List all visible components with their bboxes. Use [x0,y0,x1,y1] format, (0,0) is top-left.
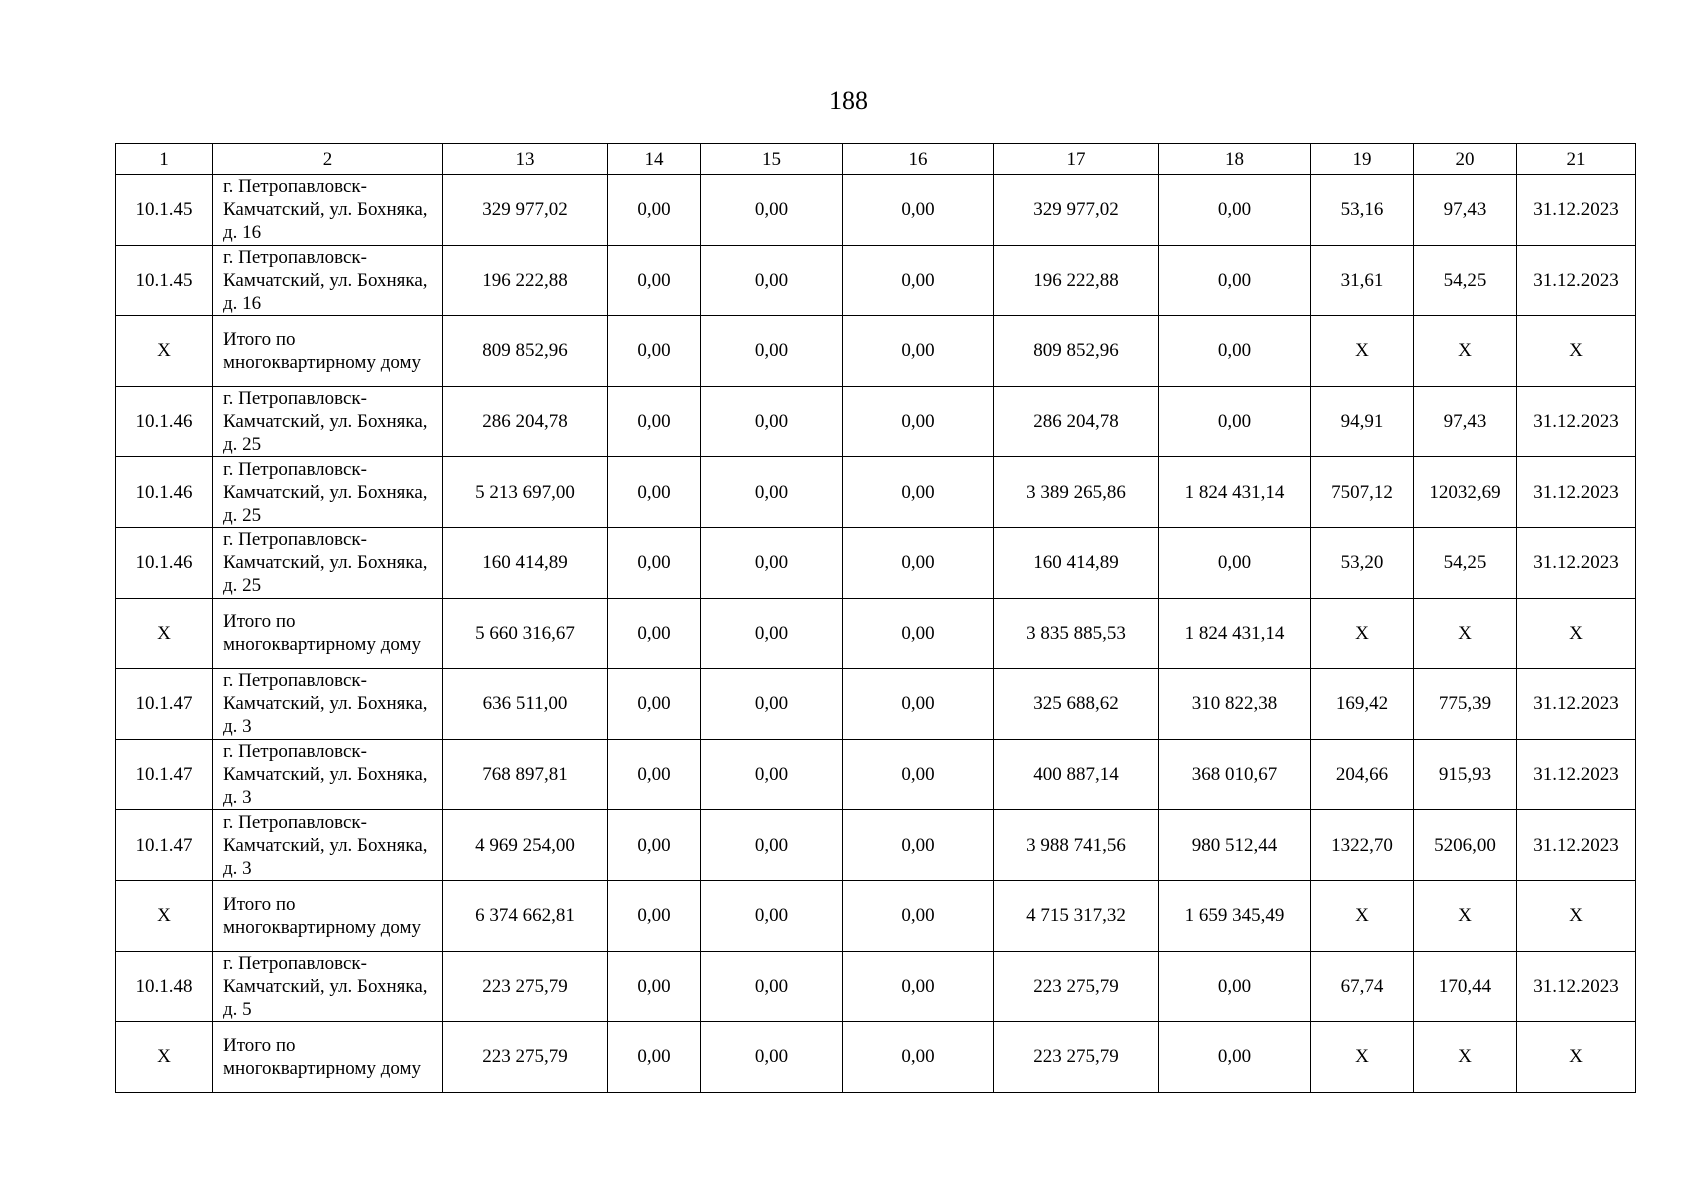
table-cell: 223 275,79 [443,1022,608,1093]
table-cell: 31.12.2023 [1517,245,1636,316]
table-row [116,457,1636,528]
table-cell: X [1517,880,1636,951]
table-cell: 0,00 [701,951,843,1022]
table-cell: 204,66 [1311,739,1414,810]
table-row [116,527,1636,598]
table-cell: 31.12.2023 [1517,951,1636,1022]
table-cell: 0,00 [1159,316,1311,387]
table-cell: X [1517,316,1636,387]
table-cell: 0,00 [1159,527,1311,598]
table-cell: X [1311,1022,1414,1093]
table-cell: 31.12.2023 [1517,386,1636,457]
table-cell: 809 852,96 [443,316,608,387]
table-cell: 31.12.2023 [1517,810,1636,881]
table-cell: 0,00 [843,316,994,387]
page-number: 188 [829,86,868,115]
address-cell: Итого по многоквартирному дому [213,316,443,387]
table-cell: 4 969 254,00 [443,810,608,881]
address-cell: г. Петропавловск-Камчатский, ул. Бохняка, д. 16 [213,245,443,316]
table-cell: 329 977,02 [994,175,1159,246]
address-cell: Итого по многоквартирному дому [213,598,443,669]
table-cell: 0,00 [701,598,843,669]
table-cell: 97,43 [1414,175,1517,246]
table-cell: 0,00 [843,880,994,951]
table-cell: X [1311,316,1414,387]
table-cell: 0,00 [1159,951,1311,1022]
table-cell: 10.1.45 [116,175,213,246]
table-cell: 1 824 431,14 [1159,457,1311,528]
table-cell: X [116,316,213,387]
table-cell: 0,00 [843,1022,994,1093]
table-cell: 10.1.47 [116,810,213,881]
table-cell: 325 688,62 [994,669,1159,740]
table-cell: 0,00 [608,739,701,810]
table-row [116,880,1636,951]
table-cell: 31.12.2023 [1517,175,1636,246]
table-cell: 286 204,78 [994,386,1159,457]
table-row [116,386,1636,457]
column-header: 14 [608,144,701,175]
table-cell: 5 660 316,67 [443,598,608,669]
table-cell: 0,00 [608,316,701,387]
table-cell: 10.1.46 [116,527,213,598]
address-cell: Итого по многоквартирному дому [213,880,443,951]
table-cell: 31,61 [1311,245,1414,316]
header-row [116,144,1636,175]
table-cell: 54,25 [1414,245,1517,316]
table-cell: 31.12.2023 [1517,669,1636,740]
address-cell: г. Петропавловск-Камчатский, ул. Бохняка, д. 3 [213,669,443,740]
table-cell: 0,00 [843,810,994,881]
table-cell: X [116,598,213,669]
address-cell: г. Петропавловск-Камчатский, ул. Бохняка, д. 3 [213,739,443,810]
table-cell: 1322,70 [1311,810,1414,881]
table-cell: 0,00 [1159,386,1311,457]
address-cell: Итого по многоквартирному дому [213,1022,443,1093]
table-row [116,739,1636,810]
column-header: 17 [994,144,1159,175]
table-cell: 10.1.46 [116,457,213,528]
table-cell: X [1311,880,1414,951]
table-cell: 0,00 [608,386,701,457]
table-body [116,175,1636,1093]
table-cell: 94,91 [1311,386,1414,457]
table-cell: 10.1.47 [116,669,213,740]
column-header: 1 [116,144,213,175]
table-cell: 0,00 [608,880,701,951]
column-header: 13 [443,144,608,175]
table-row [116,810,1636,881]
table-cell: 3 389 265,86 [994,457,1159,528]
table-row [116,245,1636,316]
table-cell: 31.12.2023 [1517,527,1636,598]
address-cell: г. Петропавловск-Камчатский, ул. Бохняка, д. 3 [213,810,443,881]
table-cell: 0,00 [701,175,843,246]
table-cell: 5 213 697,00 [443,457,608,528]
table-cell: 0,00 [608,457,701,528]
table-cell: 7507,12 [1311,457,1414,528]
column-header: 18 [1159,144,1311,175]
table-cell: 6 374 662,81 [443,880,608,951]
table-cell: 31.12.2023 [1517,457,1636,528]
table-cell: X [1517,1022,1636,1093]
table-row [116,175,1636,246]
table-cell: 0,00 [843,598,994,669]
table-cell: 0,00 [608,810,701,881]
table-cell: 809 852,96 [994,316,1159,387]
table-cell: X [1414,880,1517,951]
table-cell: 0,00 [701,739,843,810]
table-cell: 4 715 317,32 [994,880,1159,951]
table-cell: 12032,69 [1414,457,1517,528]
table-cell: 286 204,78 [443,386,608,457]
table-cell: X [1414,316,1517,387]
table-cell: 0,00 [608,245,701,316]
table-cell: 636 511,00 [443,669,608,740]
table-cell: 0,00 [608,598,701,669]
table-cell: 0,00 [701,457,843,528]
table-cell: 1 824 431,14 [1159,598,1311,669]
table-cell: 0,00 [1159,245,1311,316]
table-cell: 169,42 [1311,669,1414,740]
table-cell: 160 414,89 [443,527,608,598]
table-cell: 0,00 [1159,175,1311,246]
table-cell: 31.12.2023 [1517,739,1636,810]
table-cell: 1 659 345,49 [1159,880,1311,951]
table-cell: 0,00 [608,527,701,598]
table-cell: 67,74 [1311,951,1414,1022]
column-header: 20 [1414,144,1517,175]
table-cell: 0,00 [608,175,701,246]
table-cell: 223 275,79 [994,951,1159,1022]
table-cell: 0,00 [701,245,843,316]
table-cell: 0,00 [608,1022,701,1093]
table-cell: 0,00 [843,669,994,740]
table-cell: 196 222,88 [994,245,1159,316]
table-cell: 170,44 [1414,951,1517,1022]
table-cell: 0,00 [701,880,843,951]
table-cell: 0,00 [843,175,994,246]
table-row [116,316,1636,387]
table-cell: 10.1.47 [116,739,213,810]
table-cell: 310 822,38 [1159,669,1311,740]
table-cell: 368 010,67 [1159,739,1311,810]
table-cell: 196 222,88 [443,245,608,316]
table-cell: 400 887,14 [994,739,1159,810]
table-cell: 223 275,79 [443,951,608,1022]
table-cell: 768 897,81 [443,739,608,810]
column-header: 21 [1517,144,1636,175]
table-cell: 5206,00 [1414,810,1517,881]
table-cell: 10.1.46 [116,386,213,457]
table-cell: 0,00 [843,527,994,598]
column-header: 16 [843,144,994,175]
table-cell: 0,00 [701,316,843,387]
address-cell: г. Петропавловск-Камчатский, ул. Бохняка, д. 5 [213,951,443,1022]
table-cell: 53,16 [1311,175,1414,246]
column-header: 2 [213,144,443,175]
table-cell: 915,93 [1414,739,1517,810]
table-cell: 54,25 [1414,527,1517,598]
table-cell: 0,00 [701,669,843,740]
table-cell: 10.1.48 [116,951,213,1022]
table-row [116,1022,1636,1093]
table-cell: 0,00 [701,527,843,598]
table-row [116,669,1636,740]
table-cell: 0,00 [701,1022,843,1093]
table-cell: X [116,1022,213,1093]
table-row [116,951,1636,1022]
table-cell: X [1311,598,1414,669]
table-cell: 0,00 [843,457,994,528]
table-cell: 223 275,79 [994,1022,1159,1093]
table-cell: 3 988 741,56 [994,810,1159,881]
table-cell: 980 512,44 [1159,810,1311,881]
table-cell: 775,39 [1414,669,1517,740]
table-cell: 0,00 [608,669,701,740]
table-cell: X [1517,598,1636,669]
table-cell: 3 835 885,53 [994,598,1159,669]
table-cell: 10.1.45 [116,245,213,316]
table-cell: 0,00 [843,386,994,457]
table-cell: X [116,880,213,951]
table-cell: 329 977,02 [443,175,608,246]
table-cell: 0,00 [1159,1022,1311,1093]
data-table [115,143,1636,1093]
table-cell: 0,00 [608,951,701,1022]
table-cell: 0,00 [843,951,994,1022]
table-cell: 160 414,89 [994,527,1159,598]
column-header: 15 [701,144,843,175]
table-cell: 0,00 [843,245,994,316]
table-row [116,598,1636,669]
table-cell: 0,00 [701,386,843,457]
table-cell: 97,43 [1414,386,1517,457]
table-cell: 53,20 [1311,527,1414,598]
table-cell: X [1414,1022,1517,1093]
table-cell: 0,00 [701,810,843,881]
address-cell: г. Петропавловск-Камчатский, ул. Бохняка, д. 25 [213,386,443,457]
address-cell: г. Петропавловск-Камчатский, ул. Бохняка, д. 25 [213,457,443,528]
table-cell: 0,00 [843,739,994,810]
address-cell: г. Петропавловск-Камчатский, ул. Бохняка, д. 16 [213,175,443,246]
table-cell: X [1414,598,1517,669]
address-cell: г. Петропавловск-Камчатский, ул. Бохняка, д. 25 [213,527,443,598]
column-header: 19 [1311,144,1414,175]
